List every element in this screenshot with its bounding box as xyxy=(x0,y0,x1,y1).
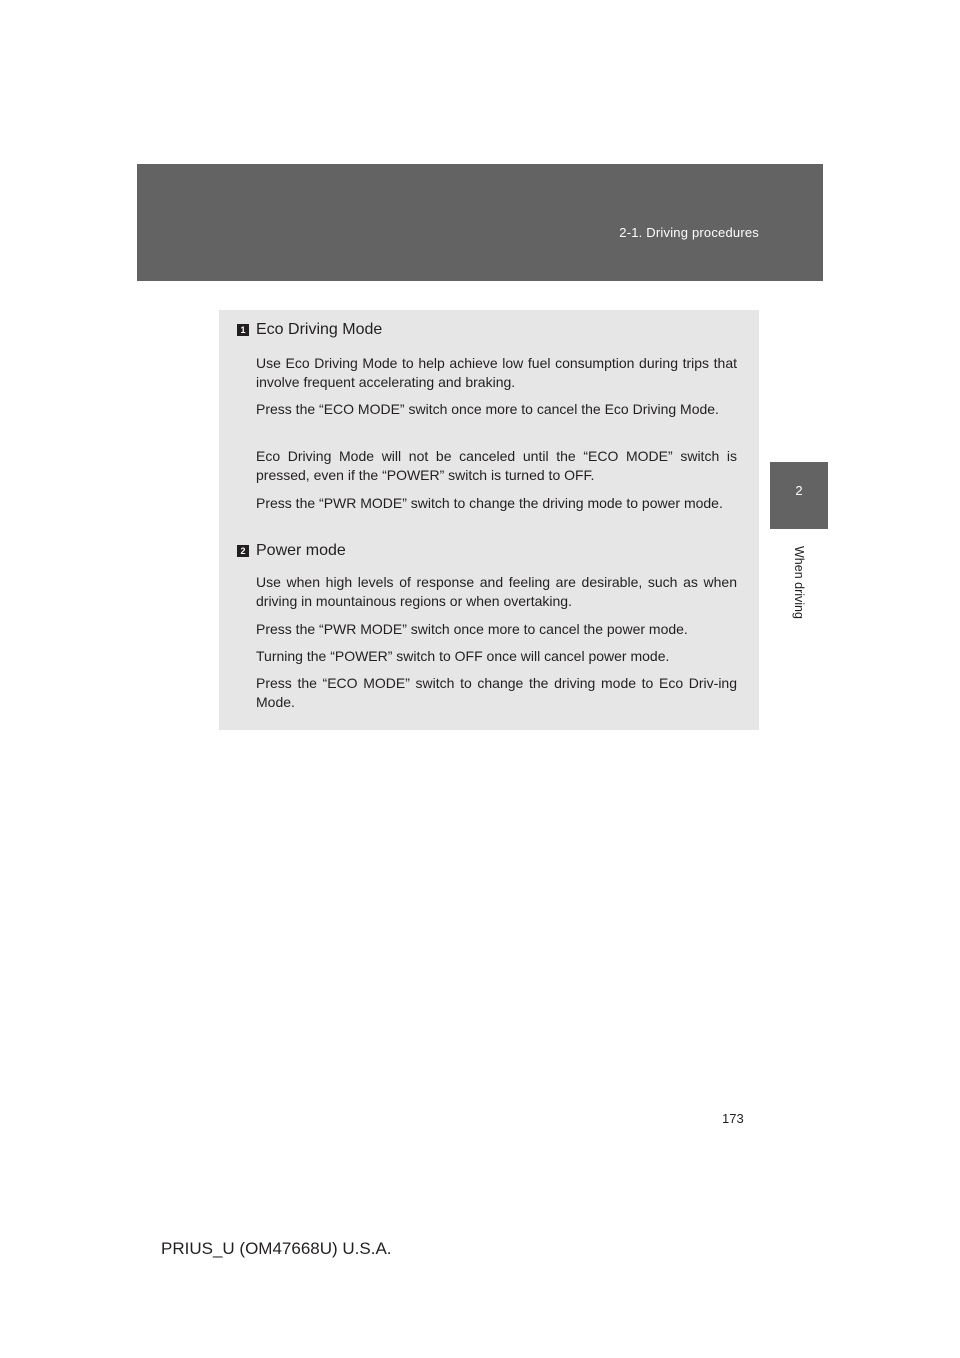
paragraph: Use when high levels of response and feeling are desirable, such as when driving in mountainous regions or when overtaking. xyxy=(256,574,737,609)
paragraph: Turning the “POWER” switch to OFF once will cancel power mode. xyxy=(256,648,670,664)
section-heading-power xyxy=(237,540,346,562)
section-title-header: 2-1. Driving procedures xyxy=(619,225,759,240)
paragraph: Press the “PWR MODE” switch once more to cancel the power mode. xyxy=(256,621,688,637)
content-box xyxy=(219,310,759,730)
chapter-tab xyxy=(770,462,828,529)
document-footer: PRIUS_U (OM47668U) U.S.A. xyxy=(161,1239,392,1258)
chapter-number: 2 xyxy=(795,483,803,498)
number-badge: 2 xyxy=(237,545,249,557)
paragraph: Press the “ECO MODE” switch once more to cancel the Eco Driving Mode. xyxy=(256,401,719,417)
paragraph: Eco Driving Mode will not be canceled until the “ECO MODE” switch is pressed, even if the “POWER” switch is turned to OFF. xyxy=(256,448,737,483)
paragraph: Use Eco Driving Mode to help achieve low fuel consumption during trips that involve frequent accelerating and braking. xyxy=(256,355,737,390)
paragraph: Press the “PWR MODE” switch to change the driving mode to power mode. xyxy=(256,495,723,511)
section-title-power: Power mode xyxy=(256,542,346,559)
header-band xyxy=(137,164,823,281)
chapter-label-container xyxy=(789,538,809,628)
section-title-eco: Eco Driving Mode xyxy=(256,321,383,338)
page-number: 173 xyxy=(722,1111,744,1126)
section-heading-eco xyxy=(237,319,382,341)
number-badge: 1 xyxy=(237,324,249,336)
paragraph: Press the “ECO MODE” switch to change the driving mode to Eco Driv-ing Mode. xyxy=(256,675,737,710)
chapter-label: When driving xyxy=(792,546,806,619)
